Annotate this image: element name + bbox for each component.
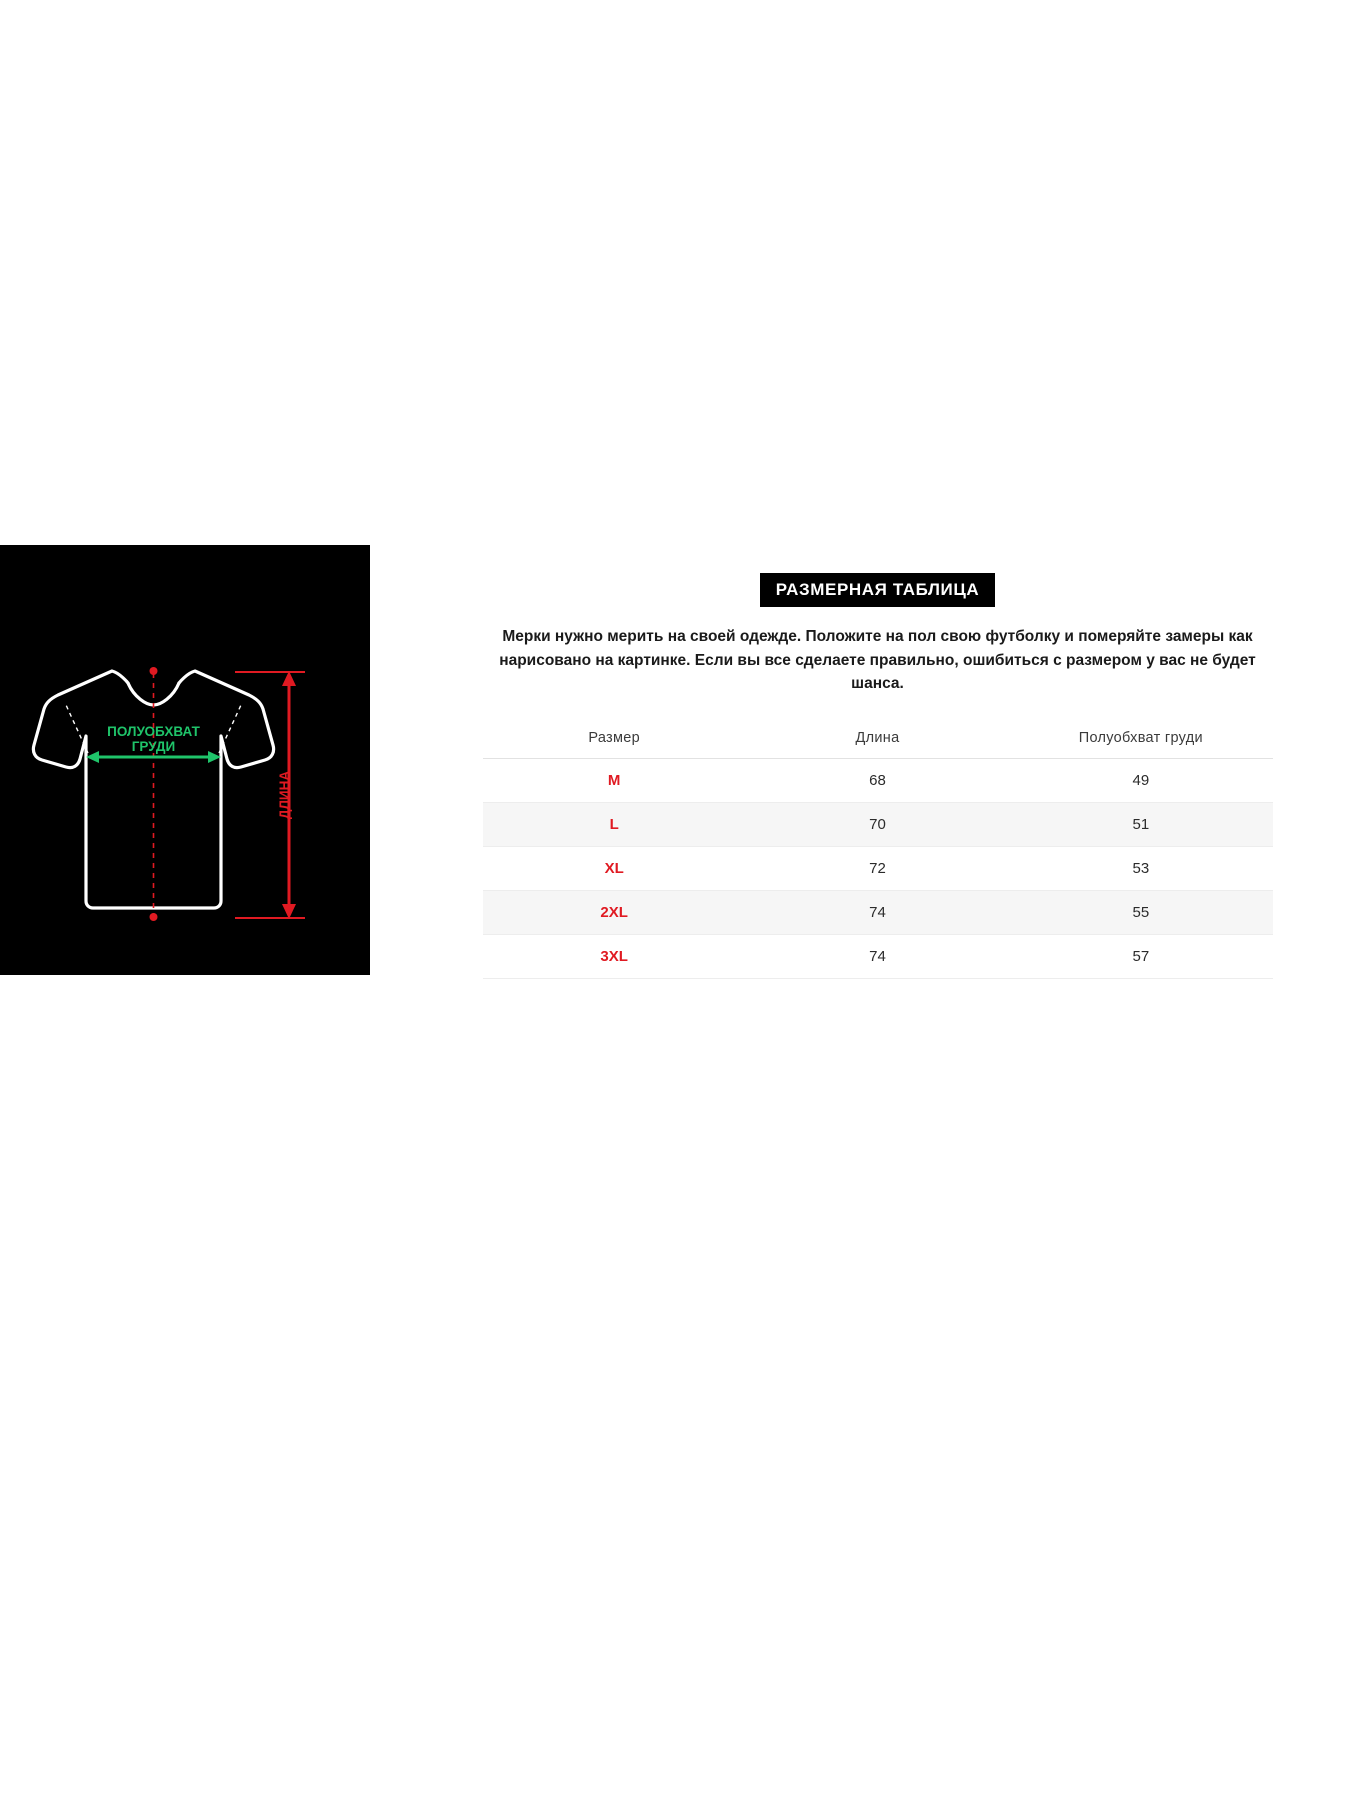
size-table-body <box>483 758 1273 978</box>
center-top-dot <box>150 667 158 675</box>
cell-chest: 49 <box>1009 758 1272 802</box>
cell-length: 70 <box>746 802 1009 846</box>
center-bottom-dot <box>150 913 158 921</box>
size-chart-banner <box>0 545 1350 975</box>
cell-length: 74 <box>746 890 1009 934</box>
intro-paragraph: Мерки нужно мерить на своей одежде. Положите на пол свою футболку и померяйте замеры как нарисовано на картинке. Если вы все сделаете правильно, ошибиться с размером у вас не будет шанса. <box>499 628 1256 693</box>
illustration-background <box>0 545 370 975</box>
table-header-row <box>483 720 1273 759</box>
cell-length: 68 <box>746 758 1009 802</box>
cell-length: 72 <box>746 846 1009 890</box>
tshirt-measurement-illustration <box>0 545 370 975</box>
cell-size: XL <box>483 846 746 890</box>
table-row <box>483 890 1273 934</box>
cell-size: M <box>483 758 746 802</box>
cell-length: 74 <box>746 934 1009 978</box>
tshirt-diagram-svg <box>0 545 370 975</box>
cell-chest: 51 <box>1009 802 1272 846</box>
size-table <box>483 720 1273 979</box>
page-title: РАЗМЕРНАЯ ТАБЛИЦА <box>760 573 996 607</box>
cell-size: L <box>483 802 746 846</box>
cell-chest: 55 <box>1009 890 1272 934</box>
cell-size: 3XL <box>483 934 746 978</box>
table-row <box>483 934 1273 978</box>
column-header-size: Размер <box>483 720 746 759</box>
chest-label-line1: ПОЛУОБХВАТ <box>107 724 200 739</box>
cell-size: 2XL <box>483 890 746 934</box>
table-row <box>483 846 1273 890</box>
cell-chest: 53 <box>1009 846 1272 890</box>
table-row <box>483 802 1273 846</box>
length-label: ДЛИНА <box>277 770 292 820</box>
title-wrapper <box>488 545 1268 607</box>
column-header-chest: Полуобхват груди <box>1009 720 1272 759</box>
size-info-panel <box>370 545 1350 975</box>
size-table-head <box>483 720 1273 759</box>
table-row <box>483 758 1273 802</box>
column-header-length: Длина <box>746 720 1009 759</box>
chest-label-line2: ГРУДИ <box>131 739 176 754</box>
cell-chest: 57 <box>1009 934 1272 978</box>
